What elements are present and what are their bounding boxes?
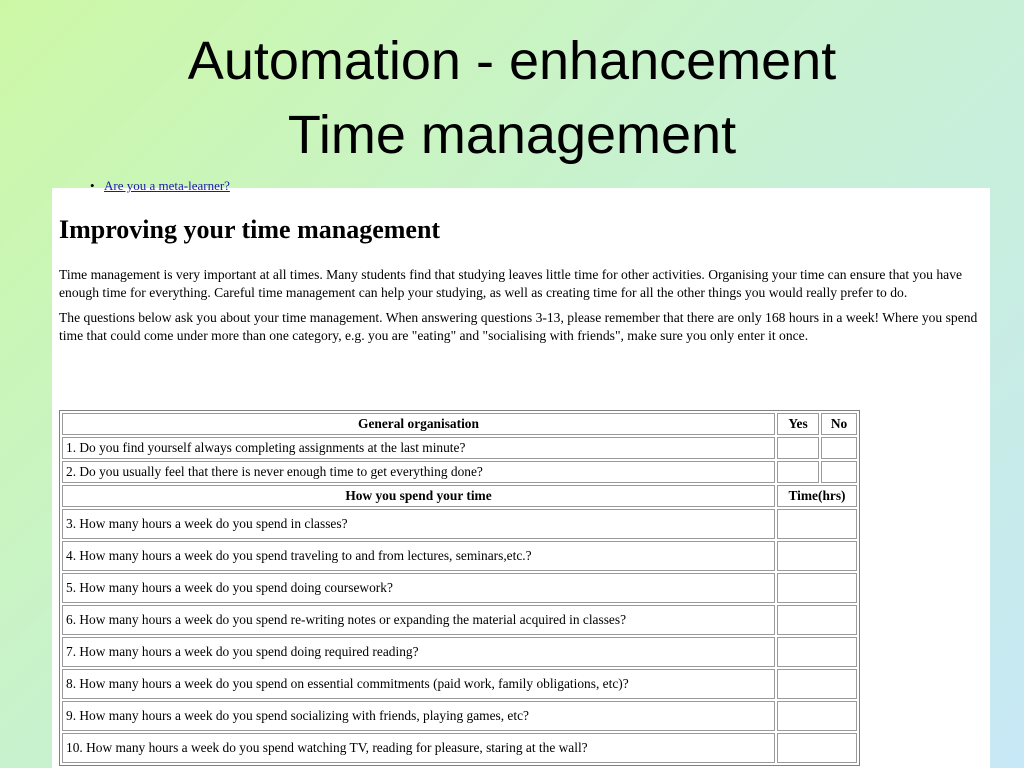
yes-answer-cell[interactable]	[777, 437, 819, 459]
no-column-header: No	[821, 413, 857, 435]
question-3: 3. How many hours a week do you spend in classes?	[62, 509, 775, 539]
hours-answer-cell[interactable]	[777, 573, 857, 603]
question-1: 1. Do you find yourself always completing assignments at the last minute?	[62, 437, 775, 459]
section-header-row	[62, 413, 857, 435]
question-10: 10. How many hours a week do you spend watching TV, reading for pleasure, staring at the wall?	[62, 733, 775, 763]
table-row	[62, 733, 857, 763]
slide-title-line-2: Time management	[287, 105, 737, 165]
no-answer-cell[interactable]	[821, 461, 857, 483]
page-heading: Improving your time management	[59, 215, 441, 244]
question-5: 5. How many hours a week do you spend doing coursework?	[62, 573, 775, 603]
hours-answer-cell[interactable]	[777, 541, 857, 571]
table-row	[62, 637, 857, 667]
yes-column-header: Yes	[777, 413, 819, 435]
hours-answer-cell[interactable]	[777, 637, 857, 667]
time-hours-column-header: Time(hrs)	[777, 485, 857, 507]
table-row	[62, 605, 857, 635]
meta-learner-link[interactable]	[90, 178, 230, 194]
hours-answer-cell[interactable]	[777, 509, 857, 539]
hours-answer-cell[interactable]	[777, 669, 857, 699]
section-header-row	[62, 485, 857, 507]
question-4: 4. How many hours a week do you spend traveling to and from lectures, seminars,etc.?	[62, 541, 775, 571]
yes-answer-cell[interactable]	[777, 461, 819, 483]
table-row	[62, 541, 857, 571]
table-row	[62, 701, 857, 731]
webpage-screenshot	[52, 178, 990, 768]
question-2: 2. Do you usually feel that there is never enough time to get everything done?	[62, 461, 775, 483]
meta-learner-link-label: Are you a meta-learner?	[104, 178, 230, 193]
no-answer-cell[interactable]	[821, 437, 857, 459]
table-row	[62, 669, 857, 699]
table-row	[62, 437, 857, 459]
bullet-icon: •	[90, 178, 95, 193]
question-9: 9. How many hours a week do you spend socializing with friends, playing games, etc?	[62, 701, 775, 731]
question-8: 8. How many hours a week do you spend on essential commitments (paid work, family obligations, etc)?	[62, 669, 775, 699]
slide-title	[0, 24, 1024, 172]
instructions-paragraph: The questions below ask you about your time management. When answering questions 3-13, please remember that there are only 168 hours in a week! Where you spend time that could come under more than one category, e.g. you are "eating" and "socialising with friends", make sure you only enter it once.	[59, 310, 978, 343]
intro-paragraph: Time management is very important at all times. Many students find that studying leaves little time for other activities. Organising your time can ensure that you have enough time for everything. Careful time management can help your studying, as well as creating time for all the other things you would really prefer to do.	[59, 267, 963, 300]
table-row	[62, 509, 857, 539]
hours-answer-cell[interactable]	[777, 701, 857, 731]
question-7: 7. How many hours a week do you spend doing required reading?	[62, 637, 775, 667]
general-organisation-header: General organisation	[62, 413, 775, 435]
table-row	[62, 573, 857, 603]
table-row	[62, 461, 857, 483]
questionnaire-table	[59, 410, 860, 766]
slide-title-line-1: Automation - enhancement	[187, 31, 837, 91]
time-spend-header: How you spend your time	[62, 485, 775, 507]
question-6: 6. How many hours a week do you spend re-writing notes or expanding the material acquired in classes?	[62, 605, 775, 635]
hours-answer-cell[interactable]	[777, 605, 857, 635]
hours-answer-cell[interactable]	[777, 733, 857, 763]
